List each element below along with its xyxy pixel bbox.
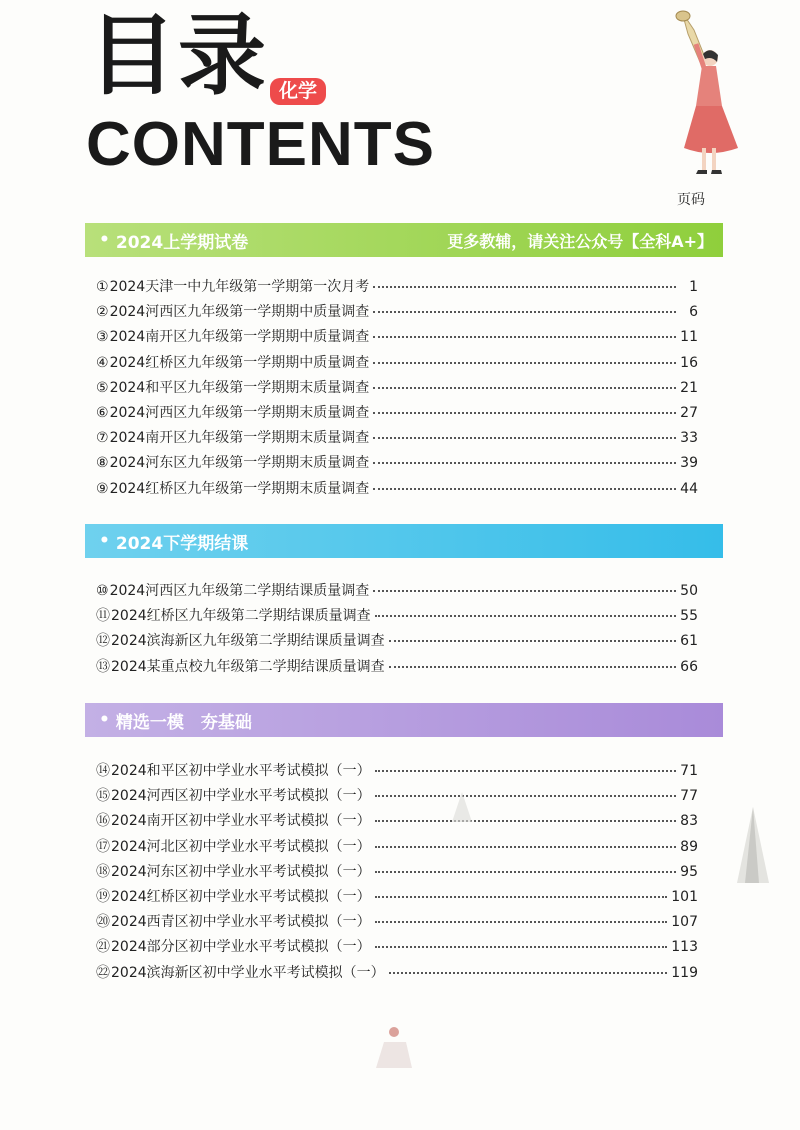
toc-row[interactable] — [96, 605, 698, 630]
toc-number: ⑯ — [96, 813, 110, 830]
toc-number: ⑳ — [96, 914, 110, 931]
toc-page-number: 55 — [680, 608, 698, 625]
section-banner-mock-exams — [85, 703, 723, 737]
toc-number: ㉒ — [96, 964, 110, 981]
toc-page-number: 113 — [671, 939, 698, 956]
toc-page-number: 95 — [680, 863, 698, 880]
toc-page-number: 77 — [680, 788, 698, 805]
toc-page-number: 61 — [680, 633, 698, 650]
toc-number: ② — [96, 304, 109, 321]
toc-page-number: 11 — [680, 329, 698, 346]
toc-number: ⑥ — [96, 404, 109, 421]
toc-number: ① — [96, 279, 109, 295]
dot-leader — [373, 590, 676, 592]
toc-title: 2024南开区初中学业水平考试模拟（一） — [111, 813, 371, 830]
page-title-english: CONTENTS — [86, 110, 435, 179]
toc-page-number: 39 — [680, 455, 698, 472]
toc-title: 2024某重点校九年级第二学期结课质量调查 — [111, 658, 385, 675]
toc-number: ⑫ — [96, 633, 110, 650]
subject-tag: 化学 — [270, 78, 326, 105]
toc-list-first-semester — [96, 276, 698, 503]
dot-leader — [375, 615, 676, 617]
toc-title: 2024河西区九年级第一学期期中质量调查 — [109, 304, 370, 321]
small-figure-decoration-icon — [368, 1022, 418, 1072]
toc-number: ⑲ — [96, 888, 110, 905]
toc-page-number: 16 — [680, 354, 698, 371]
toc-row[interactable] — [96, 785, 698, 810]
toc-page-number: 33 — [680, 430, 698, 447]
toc-page-number: 6 — [689, 304, 698, 321]
toc-page-number: 21 — [680, 379, 698, 396]
dot-leader — [373, 437, 676, 439]
section-banner-second-semester — [85, 524, 723, 558]
page-column-label: 页码 — [677, 192, 705, 208]
toc-row[interactable] — [96, 861, 698, 886]
toc-title: 2024河东区九年级第一学期期末质量调查 — [109, 455, 370, 472]
toc-row[interactable] — [96, 452, 698, 477]
mountain-decoration-icon — [450, 790, 474, 824]
toc-page-number: 50 — [680, 583, 698, 599]
bullet-icon: • — [99, 710, 110, 730]
dot-leader — [375, 795, 676, 797]
toc-title: 2024天津一中九年级第一学期第一次月考 — [109, 279, 370, 295]
toc-row[interactable] — [96, 760, 698, 785]
trumpet-girl-illustration-icon — [650, 8, 745, 188]
section-title: 精选一模 夯基础 — [115, 712, 252, 733]
toc-row[interactable] — [96, 836, 698, 861]
dot-leader — [375, 820, 676, 822]
toc-number: ⑮ — [96, 788, 110, 805]
toc-row[interactable] — [96, 326, 698, 351]
toc-row[interactable] — [96, 886, 698, 911]
toc-row[interactable] — [96, 427, 698, 452]
toc-number: ⑤ — [96, 379, 109, 396]
section-title: 2024上学期试卷 — [115, 232, 249, 253]
dot-leader — [373, 362, 676, 364]
toc-row[interactable] — [96, 377, 698, 402]
dot-leader — [389, 640, 676, 642]
dot-leader — [373, 488, 676, 490]
toc-number: ③ — [96, 329, 109, 346]
dot-leader — [373, 336, 676, 338]
toc-title: 2024和平区九年级第一学期期末质量调查 — [109, 379, 370, 396]
toc-row[interactable] — [96, 276, 698, 301]
toc-title: 2024红桥区九年级第一学期期中质量调查 — [109, 354, 370, 371]
toc-row[interactable] — [96, 352, 698, 377]
toc-page-number: 27 — [680, 404, 698, 421]
dot-leader — [373, 286, 676, 288]
dot-leader — [375, 921, 668, 923]
toc-title: 2024红桥区初中学业水平考试模拟（一） — [111, 888, 371, 905]
toc-title: 2024南开区九年级第一学期期中质量调查 — [109, 329, 370, 346]
toc-page-number: 1 — [689, 279, 698, 295]
toc-title: 2024滨海新区九年级第二学期结课质量调查 — [111, 633, 385, 650]
toc-page-number: 119 — [671, 964, 698, 981]
dot-leader — [373, 311, 676, 313]
toc-number: ⑨ — [96, 480, 109, 497]
toc-title: 2024西青区初中学业水平考试模拟（一） — [111, 914, 371, 931]
toc-page-number: 83 — [680, 813, 698, 830]
toc-number: ④ — [96, 354, 109, 371]
toc-row[interactable] — [96, 962, 698, 987]
toc-list-second-semester — [96, 580, 698, 681]
toc-title: 2024和平区初中学业水平考试模拟（一） — [111, 763, 371, 779]
toc-number: ⑰ — [96, 838, 110, 855]
toc-number: ⑬ — [96, 658, 110, 675]
toc-title: 2024河西区九年级第一学期期末质量调查 — [109, 404, 370, 421]
toc-number: ⑧ — [96, 455, 109, 472]
toc-number: ㉑ — [96, 939, 110, 956]
toc-number: ⑪ — [96, 608, 110, 625]
toc-title: 2024河西区初中学业水平考试模拟（一） — [111, 788, 371, 805]
mountain-decoration-icon — [735, 805, 771, 885]
dot-leader — [375, 871, 676, 873]
toc-row[interactable] — [96, 810, 698, 835]
dot-leader — [375, 896, 668, 898]
toc-page-number: 89 — [680, 838, 698, 855]
dot-leader — [375, 846, 676, 848]
dot-leader — [389, 666, 676, 668]
dot-leader — [373, 462, 676, 464]
toc-page-number: 71 — [680, 763, 698, 779]
bullet-icon: • — [99, 531, 110, 551]
toc-title: 2024红桥区九年级第一学期期末质量调查 — [109, 480, 370, 497]
toc-page-number: 44 — [680, 480, 698, 497]
dot-leader — [375, 946, 668, 948]
dot-leader — [373, 387, 676, 389]
toc-title: 2024河北区初中学业水平考试模拟（一） — [111, 838, 371, 855]
toc-title: 2024滨海新区初中学业水平考试模拟（一） — [111, 964, 385, 981]
toc-number: ⑩ — [96, 583, 109, 599]
page-title-chinese: 目录 — [88, 4, 269, 107]
toc-title: 2024河西区九年级第二学期结课质量调查 — [109, 583, 370, 599]
toc-title: 2024南开区九年级第一学期期末质量调查 — [109, 430, 370, 447]
section-title: 2024下学期结课 — [115, 533, 249, 554]
toc-row[interactable] — [96, 301, 698, 326]
dot-leader — [375, 770, 676, 772]
toc-row[interactable] — [96, 911, 698, 936]
toc-page-number: 101 — [671, 888, 698, 905]
toc-row[interactable] — [96, 580, 698, 605]
section-banner-first-semester — [85, 223, 723, 257]
dot-leader — [389, 972, 668, 974]
toc-number: ⑱ — [96, 863, 110, 880]
toc-row[interactable] — [96, 656, 698, 681]
dot-leader — [373, 412, 676, 414]
toc-row[interactable] — [96, 402, 698, 427]
toc-number: ⑭ — [96, 763, 110, 779]
toc-page-number: 66 — [680, 658, 698, 675]
toc-list-mock-exams — [96, 760, 698, 987]
toc-row[interactable] — [96, 936, 698, 961]
toc-number: ⑦ — [96, 430, 109, 447]
promo-text: 更多教辅，请关注公众号【全科A+】 — [447, 231, 713, 251]
toc-row[interactable] — [96, 478, 698, 503]
toc-page-number: 107 — [671, 914, 698, 931]
toc-title: 2024河东区初中学业水平考试模拟（一） — [111, 863, 371, 880]
toc-title: 2024红桥区九年级第二学期结课质量调查 — [111, 608, 371, 625]
bullet-icon: • — [99, 230, 110, 250]
toc-title: 2024部分区初中学业水平考试模拟（一） — [111, 939, 371, 956]
toc-row[interactable] — [96, 630, 698, 655]
